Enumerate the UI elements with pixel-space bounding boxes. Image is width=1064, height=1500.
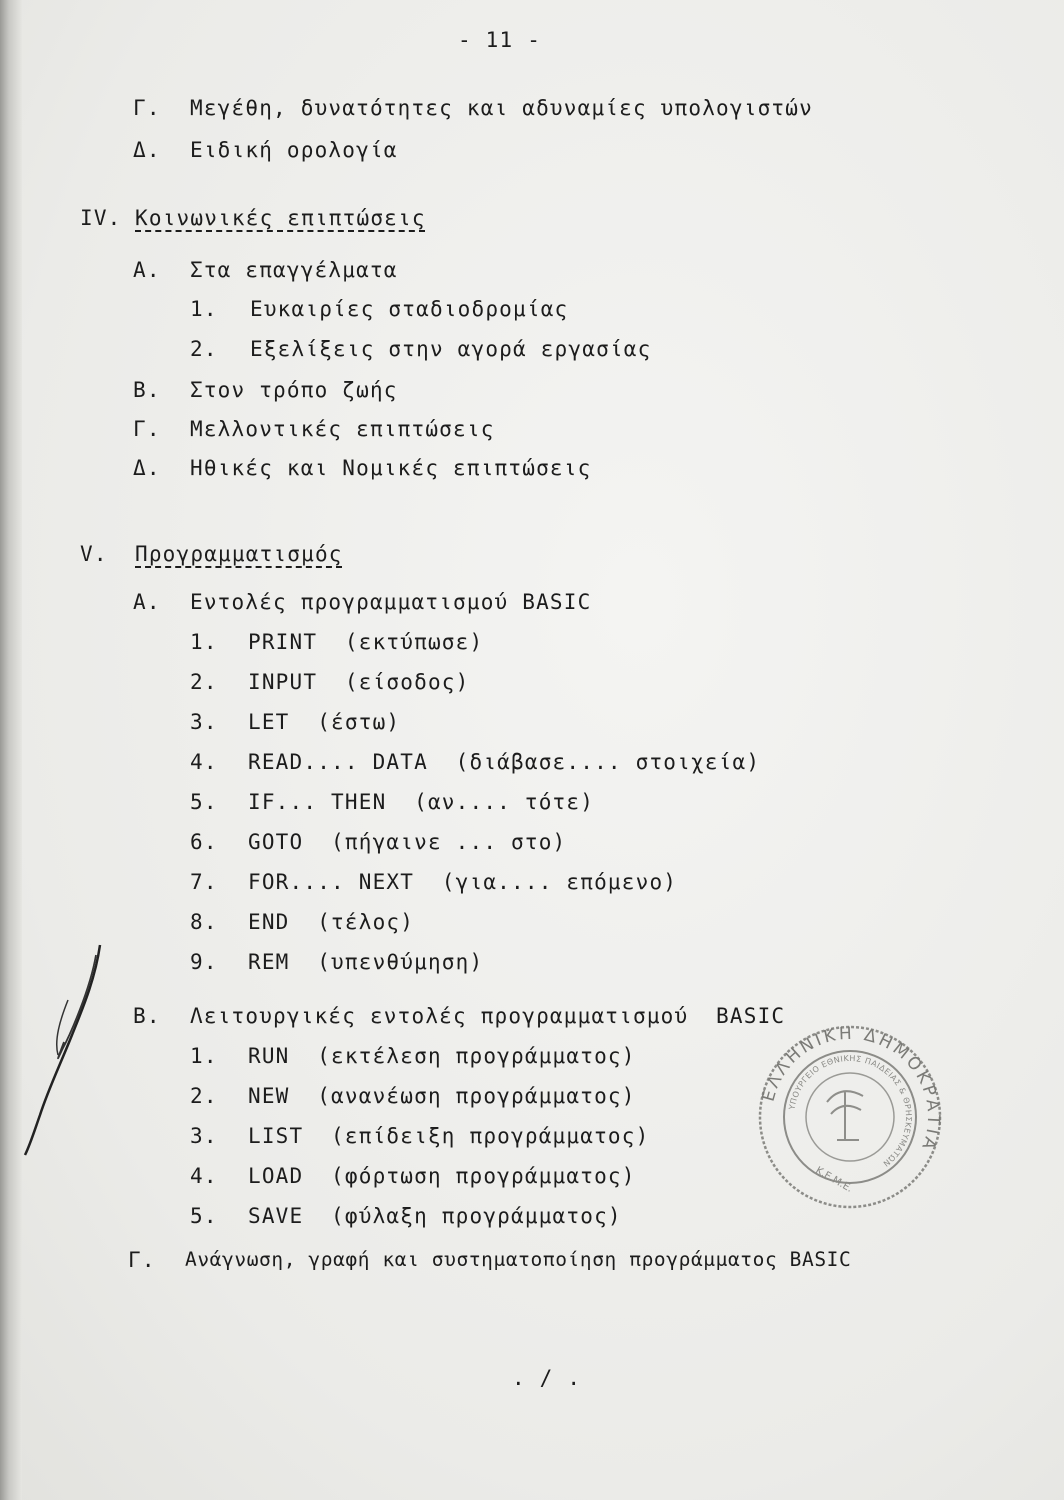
item-text: GOTO (πήγαινε ... στο) — [248, 830, 567, 854]
item-marker: 4. — [190, 750, 218, 774]
item-marker: 1. — [190, 297, 218, 321]
item-text: REM (υπενθύμηση) — [248, 950, 484, 974]
item-text: Μεγέθη, δυνατότητες και αδυναμίες υπολογιστών — [190, 96, 813, 120]
item-text: FOR.... NEXT (για.... επόμενο) — [248, 870, 678, 894]
item-text: Στα επαγγέλματα — [190, 258, 398, 282]
item-marker: Γ. — [133, 96, 161, 120]
item-text: Εξελίξεις στην αγορά εργασίας — [250, 337, 652, 361]
handwritten-signature — [0, 940, 120, 1160]
section-heading: Κοινωνικές επιπτώσεις — [135, 206, 426, 230]
item-text: RUN (εκτέλεση προγράμματος) — [248, 1044, 636, 1068]
item-marker: 2. — [190, 337, 218, 361]
page-number: - 11 - — [458, 28, 542, 52]
item-text: Ηθικές και Νομικές επιπτώσεις — [190, 456, 592, 480]
item-marker: 3. — [190, 710, 218, 734]
item-text: Λειτουργικές εντολές προγραμματισμού BASIC — [190, 1004, 786, 1028]
svg-text:ΕΛΛΗΝΙΚΗ ΔΗΜΟΚΡΑΤΙΑ: ΕΛΛΗΝΙΚΗ ΔΗΜΟΚΡΑΤΙΑ — [758, 1023, 944, 1155]
item-marker: 2. — [190, 670, 218, 694]
item-marker: 3. — [190, 1124, 218, 1148]
item-marker: Α. — [133, 590, 161, 614]
page-binding-edge — [0, 0, 22, 1500]
item-marker: 1. — [190, 1044, 218, 1068]
svg-text:Κ.Ε.Μ.Ε.: Κ.Ε.Μ.Ε. — [813, 1165, 855, 1195]
item-marker: Α. — [133, 258, 161, 282]
item-marker: Β. — [133, 378, 161, 402]
item-marker: 9. — [190, 950, 218, 974]
continuation-mark: . / . — [512, 1366, 582, 1390]
item-marker: Γ. — [133, 417, 161, 441]
svg-text:ΥΠΟΥΡΓΕΙΟ ΕΘΝΙΚΗΣ ΠΑΙΔΕΙΑΣ & Θ: ΥΠΟΥΡΓΕΙΟ ΕΘΝΙΚΗΣ ΠΑΙΔΕΙΑΣ & ΘΡΗΣΚΕΥΜΑΤΩΝ — [787, 1053, 914, 1169]
item-marker: 8. — [190, 910, 218, 934]
item-marker: 2. — [190, 1084, 218, 1108]
item-text: END (τέλος) — [248, 910, 415, 934]
item-text: Εντολές προγραμματισμού BASIC — [190, 590, 592, 614]
item-text: Ευκαιρίες σταδιοδρομίας — [250, 297, 569, 321]
item-text: Ανάγνωση, γραφή και συστηματοποίηση προγράμματος BASIC — [185, 1248, 852, 1271]
item-text: IF... THEN (αν.... τότε) — [248, 790, 595, 814]
section-marker: IV. — [80, 206, 122, 230]
item-text: Ειδική ορολογία — [190, 138, 398, 162]
item-marker: Β. — [133, 1004, 161, 1028]
item-marker: 1. — [190, 630, 218, 654]
item-text: NEW (ανανέωση προγράμματος) — [248, 1084, 636, 1108]
section-heading: Προγραμματισμός — [135, 542, 343, 566]
item-marker: Δ. — [133, 138, 161, 162]
item-marker: 5. — [190, 1204, 218, 1228]
item-marker: 4. — [190, 1164, 218, 1188]
item-text: PRINT (εκτύπωσε) — [248, 630, 484, 654]
section-marker: V. — [80, 542, 108, 566]
official-stamp — [755, 1022, 945, 1212]
item-text: LET (έστω) — [248, 710, 401, 734]
item-marker: Δ. — [133, 456, 161, 480]
item-text: LOAD (φόρτωση προγράμματος) — [248, 1164, 636, 1188]
item-marker: 6. — [190, 830, 218, 854]
item-marker: 7. — [190, 870, 218, 894]
item-marker: Γ. — [128, 1248, 156, 1272]
item-text: SAVE (φύλαξη προγράμματος) — [248, 1204, 622, 1228]
item-marker: 5. — [190, 790, 218, 814]
item-text: Στον τρόπο ζωής — [190, 378, 398, 402]
item-text: LIST (επίδειξη προγράμματος) — [248, 1124, 650, 1148]
item-text: READ.... DATA (διάβασε.... στοιχεία) — [248, 750, 761, 774]
item-text: Μελλοντικές επιπτώσεις — [190, 417, 495, 441]
item-text: INPUT (είσοδος) — [248, 670, 470, 694]
